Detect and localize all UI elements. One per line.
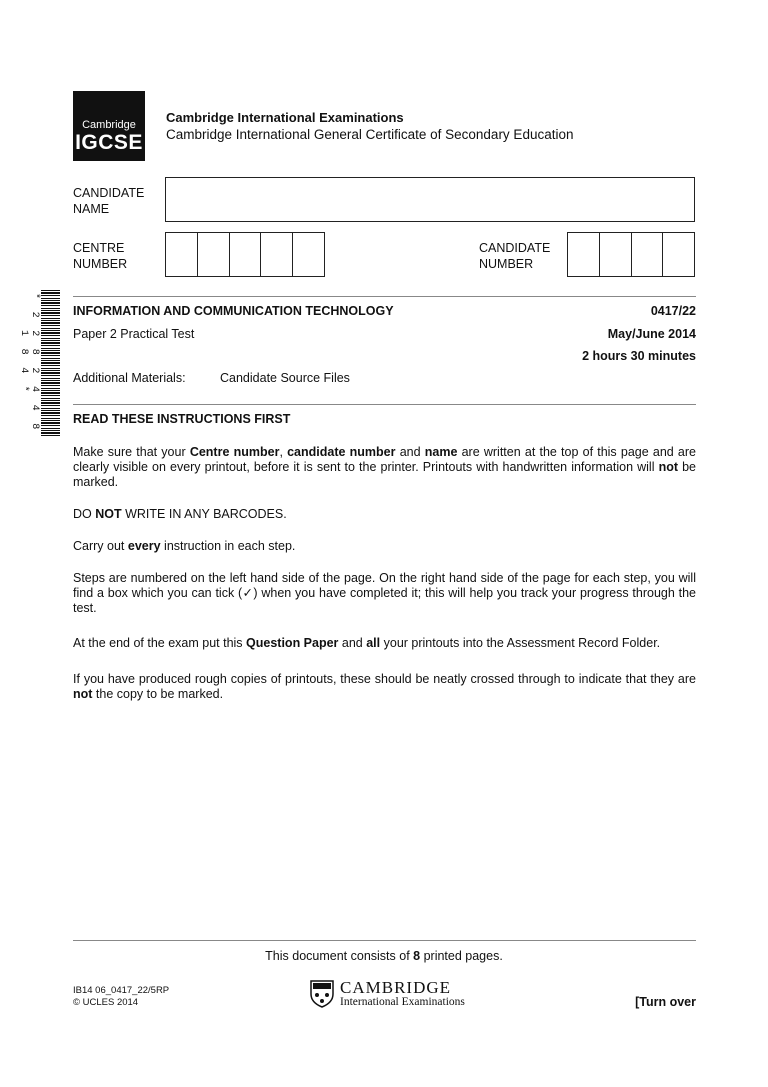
logo-cambridge-text: Cambridge	[82, 119, 136, 131]
document-code: IB14 06_0417_22/5RP	[73, 985, 170, 996]
instruction-paragraph: DO NOT WRITE IN ANY BARCODES.	[73, 507, 287, 521]
candidate-number-label-line1: CANDIDATE	[479, 241, 551, 255]
centre-number-cell[interactable]	[292, 233, 324, 276]
syllabus-code: 0417/22	[650, 304, 696, 318]
qualification-name: Cambridge International General Certificate of Secondary Education	[166, 127, 574, 142]
divider	[73, 296, 696, 297]
divider	[73, 404, 696, 405]
exam-duration: 2 hours 30 minutes	[582, 349, 696, 363]
centre-number-label	[73, 240, 127, 272]
instruction-paragraph: Make sure that your Centre number, candidate number and name are written at the top of this page and are clearly visible on every printout, before it is sent to the printer. Printouts with handwritten information will not be marked.	[73, 445, 696, 489]
candidate-number-boxes[interactable]	[567, 232, 695, 277]
cambridge-crest-icon	[310, 980, 334, 1008]
cambridge-subtitle: International Examinations	[340, 996, 465, 1008]
centre-number-label-line2: NUMBER	[73, 257, 128, 271]
exam-session: May/June 2014	[607, 327, 696, 341]
page-count: This document consists of 8 printed pages.	[265, 949, 503, 963]
candidate-number-label-line2: NUMBER	[479, 257, 534, 271]
candidate-number-cell[interactable]	[662, 233, 694, 276]
instruction-paragraph: If you have produced rough copies of printouts, these should be neatly crossed through to indicate that they are not the copy to be marked.	[73, 672, 696, 701]
barcode-number: * 2 2 8 2 4 4 8 1 8 4 *	[18, 293, 40, 433]
candidate-name-label	[73, 185, 144, 217]
materials-label: Additional Materials:	[73, 371, 186, 385]
document-reference	[73, 985, 169, 1009]
centre-number-label-line1: CENTRE	[73, 241, 125, 255]
logo-igcse-text: IGCSE	[75, 131, 143, 154]
instructions-heading: READ THESE INSTRUCTIONS FIRST	[73, 412, 291, 426]
candidate-name-label-line1: CANDIDATE	[73, 186, 145, 200]
subject-title: INFORMATION AND COMMUNICATION TECHNOLOGY	[73, 304, 394, 318]
candidate-number-label	[479, 240, 550, 272]
cambridge-wordmark: CAMBRIDGE	[340, 978, 452, 997]
board-name: Cambridge International Examinations	[166, 110, 404, 125]
igcse-logo	[73, 91, 145, 161]
candidate-name-label-line2: NAME	[73, 202, 110, 216]
candidate-name-box[interactable]	[165, 177, 695, 222]
centre-number-cell[interactable]	[260, 233, 292, 276]
copyright-notice: © UCLES 2014	[73, 997, 139, 1008]
divider	[73, 940, 696, 941]
centre-number-boxes[interactable]	[165, 232, 325, 277]
centre-number-cell[interactable]	[197, 233, 229, 276]
candidate-number-cell[interactable]	[568, 233, 599, 276]
instruction-paragraph: At the end of the exam put this Question Paper and all your printouts into the Assessment Record Folder.	[73, 636, 661, 650]
instruction-paragraph: Carry out every instruction in each step.	[73, 539, 296, 553]
centre-number-cell[interactable]	[166, 233, 197, 276]
turn-over: [Turn over	[635, 995, 696, 1009]
paper-title: Paper 2 Practical Test	[73, 327, 195, 341]
instruction-paragraph: Steps are numbered on the left hand side of the page. On the right hand side of the page for each step, you will find a box which you can tick (✓) when you have completed it; this will help you track your progress through the test.	[73, 571, 696, 615]
candidate-number-cell[interactable]	[631, 233, 663, 276]
barcode	[41, 290, 60, 436]
materials-value: Candidate Source Files	[220, 371, 350, 385]
candidate-number-cell[interactable]	[599, 233, 631, 276]
centre-number-cell[interactable]	[229, 233, 261, 276]
